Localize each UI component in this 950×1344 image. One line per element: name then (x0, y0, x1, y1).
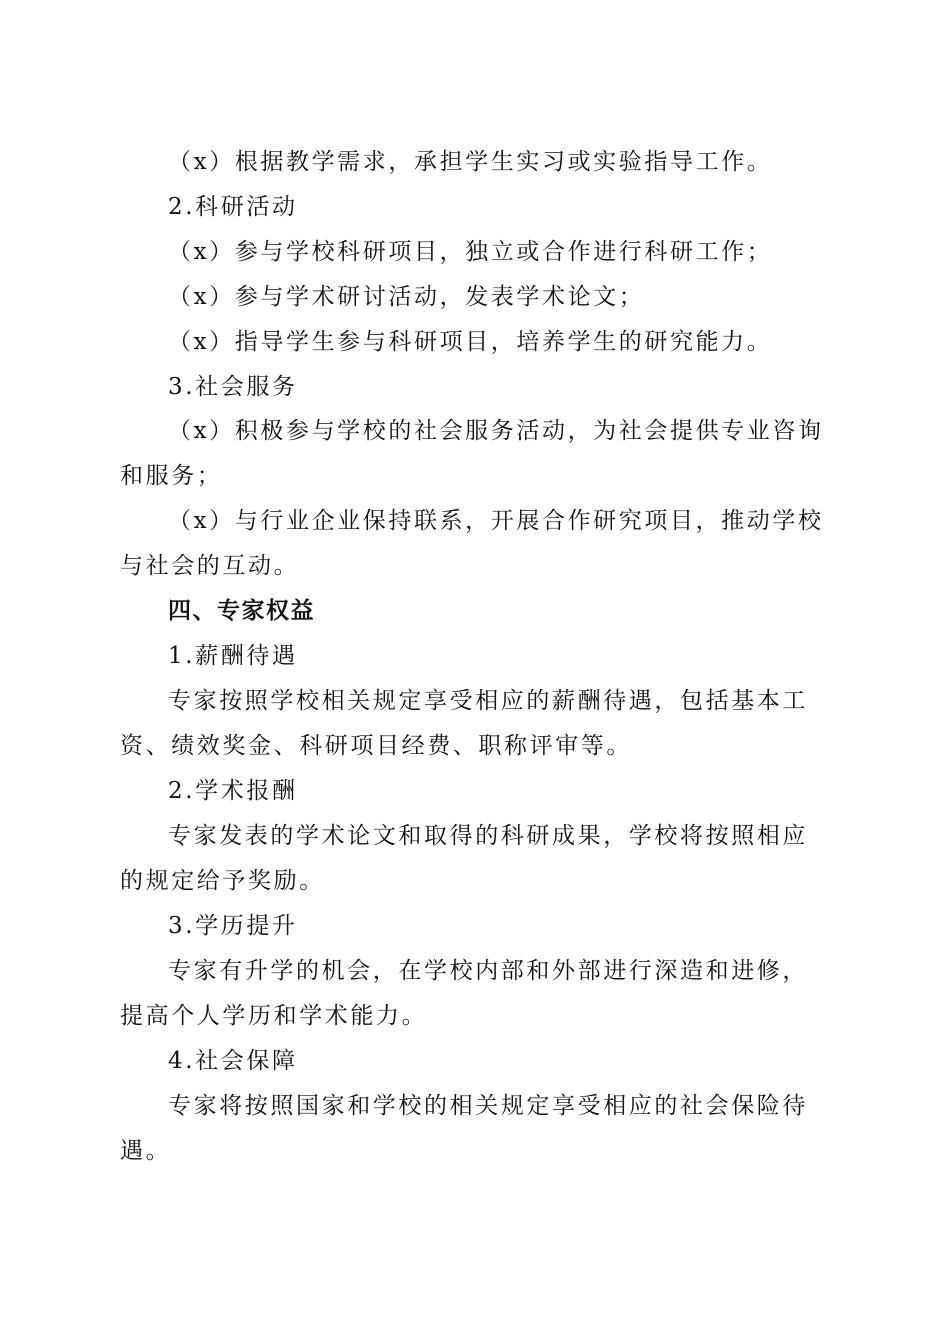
service-item-2-line-1: （x）与行业企业保持联系，开展合作研究项目，推动学校 (168, 508, 824, 534)
rights-social-security-line-2: 遇。 (120, 1138, 172, 1164)
rights-education-line-2: 提高个人学历和学术能力。 (120, 1003, 428, 1029)
section-research-title: 2.科研活动 (168, 194, 298, 220)
rights-salary-line-2: 资、绩效奖金、科研项目经费、职称评审等。 (120, 733, 632, 759)
rights-education-line-1: 专家有升学的机会，在学校内部和外部进行深造和进修， (168, 958, 808, 984)
research-item-3: （x）指导学生参与科研项目，培养学生的研究能力。 (168, 329, 773, 355)
rights-academic-reward-line-2: 的规定给予奖励。 (120, 868, 325, 894)
service-item-1-line-2: 和服务； (120, 463, 223, 489)
section-service-title: 3.社会服务 (168, 374, 298, 400)
rights-academic-reward-line-1: 专家发表的学术论文和取得的科研成果，学校将按照相应 (168, 823, 808, 849)
rights-academic-reward-title: 2.学术报酬 (168, 778, 298, 804)
rights-salary-title: 1.薪酬待遇 (168, 643, 298, 669)
rights-social-security-title: 4.社会保障 (168, 1048, 298, 1074)
service-item-2-line-2: 与社会的互动。 (120, 553, 300, 579)
rights-education-title: 3.学历提升 (168, 913, 298, 939)
research-item-1: （x）参与学校科研项目，独立或合作进行科研工作； (168, 239, 773, 265)
teaching-item-x: （x）根据教学需求，承担学生实习或实验指导工作。 (168, 149, 773, 175)
rights-salary-line-1: 专家按照学校相关规定享受相应的薪酬待遇，包括基本工 (168, 688, 808, 714)
service-item-1-line-1: （x）积极参与学校的社会服务活动，为社会提供专业咨询 (168, 418, 824, 444)
chapter-expert-rights-title: 四、专家权益 (168, 598, 315, 624)
rights-social-security-line-1: 专家将按照国家和学校的相关规定享受相应的社会保险待 (168, 1093, 808, 1119)
research-item-2: （x）参与学术研讨活动，发表学术论文； (168, 284, 645, 310)
